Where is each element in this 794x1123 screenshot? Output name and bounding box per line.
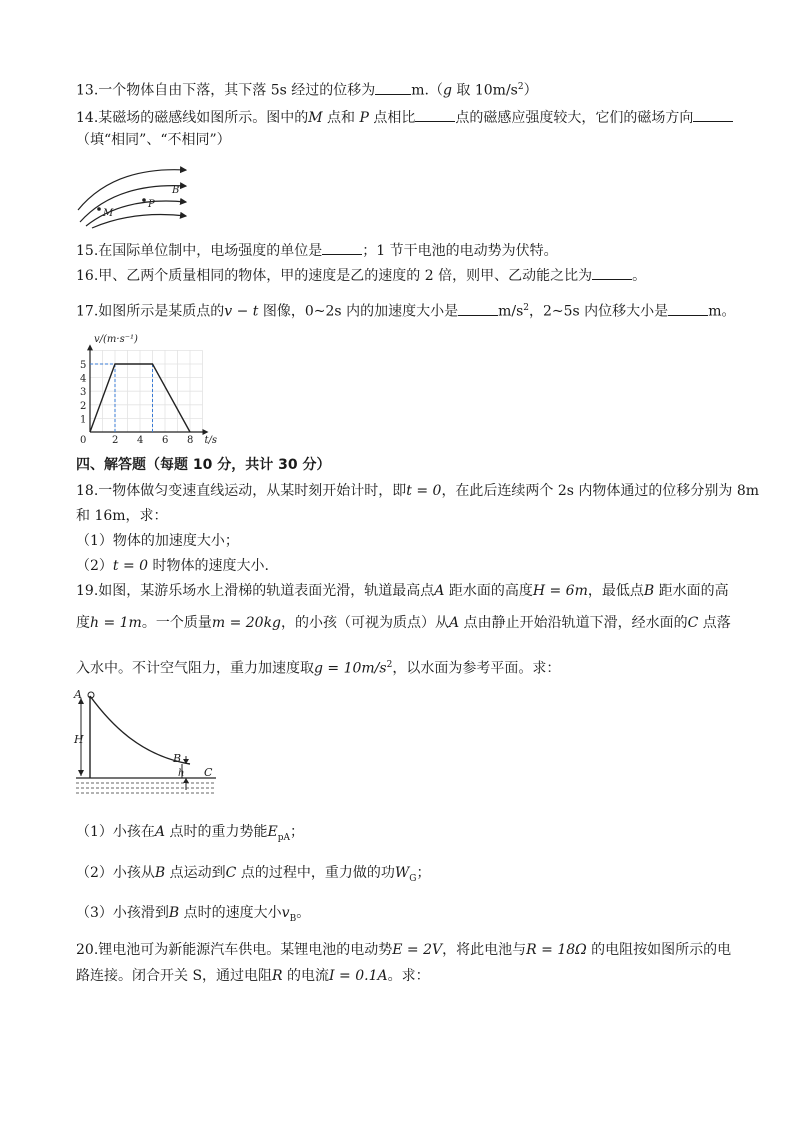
x-tick-label: 4 — [137, 435, 144, 444]
y-axis-arrow — [87, 344, 93, 350]
label-big-h: H — [74, 733, 84, 746]
y-tick-label: 1 — [80, 414, 87, 426]
question-14-line1: 14.某磁场的磁感线如图所示。图中的M 点和 P 点相比 点的磁感应强度较大，它们的磁场方向 — [76, 107, 733, 128]
x-tick-label: 6 — [162, 435, 169, 444]
x-tick-label: 2 — [112, 435, 119, 444]
question-19-line1: 19.如图，某游乐场水上滑梯的轨道表面光滑，轨道最高点A 距水面的高度H = 6m，最低点B 距水面的高 — [76, 583, 729, 599]
question-17: 17.如图所示是某质点的v − t 图像，0~2s 内的加速度大小是 $m/s^2$，2~5s 内位移大小是 m。 — [76, 298, 735, 322]
water-slide-figure — [72, 686, 222, 802]
answer-blank[interactable] — [458, 301, 498, 316]
question-18-sub2: （2）t = 0 时物体的速度大小. — [76, 558, 269, 574]
point-p-dot — [142, 198, 146, 202]
answer-blank[interactable] — [592, 265, 632, 280]
origin-label: 0 — [80, 435, 87, 444]
question-14-line2: （填“相同”、“不相同”） — [76, 132, 231, 148]
label-small-h: h — [178, 768, 185, 779]
question-15: 15.在国际单位制中，电场强度的单位是 ；1 节干电池的电动势为伏特。 — [76, 240, 558, 261]
magnetic-field-lines-figure — [74, 160, 204, 230]
answer-blank[interactable] — [693, 107, 733, 122]
question-18-line1: 18.一物体做匀变速直线运动，从某时刻开始计时，即t = 0，在此后连续两个 2s 内物体通过的位移分别为 8m — [76, 483, 760, 499]
answer-blank[interactable] — [322, 240, 362, 255]
section-heading: 四、解答题（每题 10 分，共计 30 分） — [76, 457, 331, 473]
answer-blank[interactable] — [668, 301, 708, 316]
y-axis-label: v/(m·s⁻¹) — [94, 334, 138, 345]
question-20-line2: 路连接。闭合开关 S，通过电阻R 的电流I = 0.1A。求： — [76, 968, 430, 984]
x-tick-label: 8 — [187, 435, 194, 444]
y-tick-label: 3 — [80, 387, 87, 399]
question-19-sub2: （2）小孩从B 点运动到C 点的过程中，重力做的功$W_G$； — [76, 865, 431, 884]
label-p: P — [148, 199, 155, 210]
label-m: M — [103, 208, 114, 219]
label-b: B — [172, 185, 180, 196]
question-16: 16.甲、乙两个质量相同的物体，甲的速度是乙的速度的 2 倍，则甲、乙动能之比为 。 — [76, 265, 646, 286]
label-c: C — [204, 766, 213, 779]
y-tick-label: 4 — [80, 373, 87, 385]
question-19-line2: 度h = 1m。一个质量m = 20kg，的小孩（可视为质点）从A 点由静止开始沿轨道下滑，经水面的C 点落 — [76, 615, 731, 631]
question-18-sub1: （1）物体的加速度大小； — [76, 533, 239, 549]
answer-blank[interactable] — [415, 107, 455, 122]
question-13: 13.一个物体自由下落，其下落 5s 经过的位移为 m.（g 取 $10m/s^2$） — [76, 77, 538, 101]
point-m-dot — [97, 207, 101, 211]
question-19-sub1: （1）小孩在A 点时的重力势能$E_{pA}$； — [76, 824, 304, 843]
question-19-sub3: （3）小孩滑到B 点时的速度大小$v_B$。 — [76, 905, 311, 924]
velocity-time-chart — [74, 332, 234, 444]
answer-blank[interactable] — [375, 80, 411, 95]
question-20-line1: 20.锂电池可为新能源汽车供电。某锂电池的电动势E = 2V，将此电池与R = 18Ω 的电阻按如图所示的电 — [76, 942, 732, 958]
question-18-line2: 和 16m，求： — [76, 508, 168, 524]
x-axis-label: t/s — [204, 435, 218, 444]
question-19-line3: 入水中。不计空气阻力，重力加速度取$g = 10m/s^2$，以水面为参考平面。求： — [76, 660, 561, 677]
h-arrow-down — [78, 770, 84, 776]
label-b: B — [173, 752, 182, 765]
y-tick-label: 2 — [80, 400, 87, 412]
y-tick-label: 5 — [80, 360, 87, 371]
label-a: A — [74, 688, 82, 701]
